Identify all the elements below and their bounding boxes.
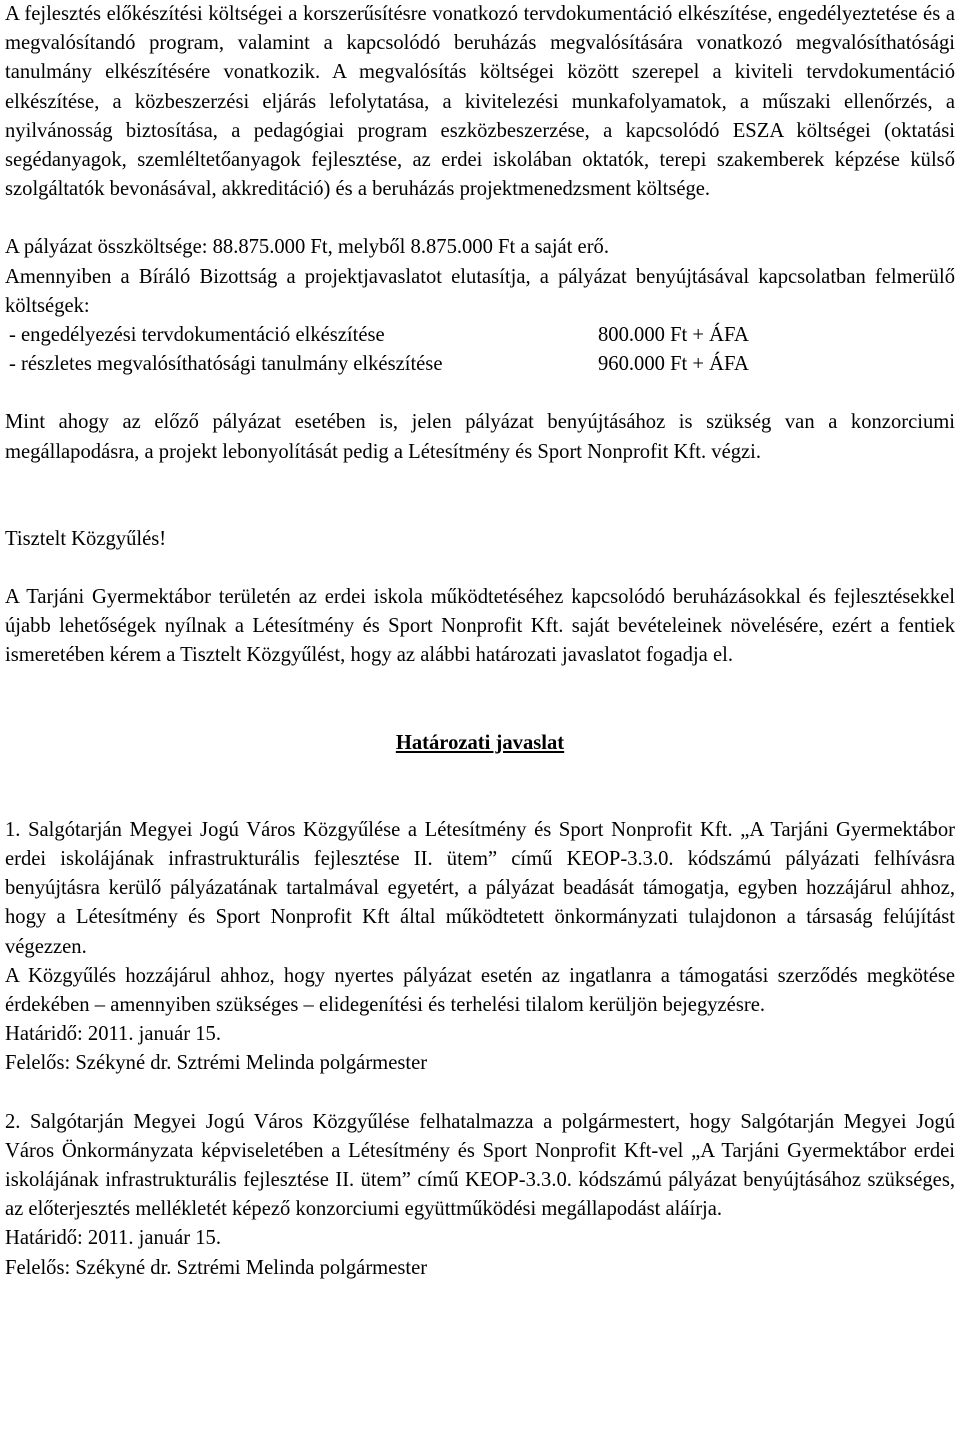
cost-item-label: - részletes megvalósíthatósági tanulmány elkészítése bbox=[9, 353, 443, 376]
cost-row-permit-plan bbox=[5, 321, 955, 350]
salutation: Tisztelt Közgyűlés! bbox=[5, 527, 167, 550]
total-cost-line: A pályázat összköltsége: 88.875.000 Ft, melyből 8.875.000 Ft a saját erő. bbox=[5, 236, 609, 259]
resolution-item-2-responsible: Felelős: Székyné dr. Sztrémi Melinda polgármester bbox=[5, 1256, 428, 1279]
spacer bbox=[5, 758, 955, 816]
resolution-item-2: 2. Salgótarján Megyei Jogú Város Közgyűlése felhatalmazza a polgármestert, hogy Salgótarján Megyei Jogú Város Önkormányzata képviseletében a Létesítmény és Sport Nonprofit Kft-vel „A Tarjáni Gyermektábor erdei iskolájának infrastrukturális fejlesztése II. ütem” című KEOP-3.3.0. kódszámú pályázat benyújtásához szükséges, az előterjesztés mellékletét képező konzorciumi együttműködési megállapodást aláírja. bbox=[5, 1110, 955, 1221]
resolution-item-1-deadline: Határidő: 2011. január 15. bbox=[5, 1023, 221, 1046]
spacer bbox=[5, 554, 955, 583]
cost-row-feasibility-study bbox=[5, 350, 955, 379]
resolution-heading: Határozati javaslat bbox=[395, 731, 565, 754]
spacer bbox=[5, 379, 955, 408]
intro-paragraph: A fejlesztés előkészítési költségei a korszerűsítésre vonatkozó tervdokumentáció elkészítése, engedélyeztetése és a megvalósítandó program, valamint a kapcsolódó beruházás megvalósítására vonatkozó megvalósíthatósági tanulmány elkészítésére vonatkozik. A megvalósítás költségei között szerepel a kiviteli tervdokumentáció elkészítése, a közbeszerzési eljárás lefolytatása, a kivitelezési munkafolyamatok, a műszaki ellenőrzés, a nyilvánosság biztosítása, a pedagógiai program eszközbeszerzése, a kapcsolódó ESZA költségei (oktatási segédanyagok, szemléltetőanyagok fejlesztése, az erdei iskolában oktatók, terepi szakemberek képzése külső szolgáltatók bevonásával, akkreditáció) és a beruházás projektmenedzsment költsége. bbox=[5, 3, 955, 201]
resolution-item-2-deadline: Határidő: 2011. január 15. bbox=[5, 1227, 221, 1250]
consortium-paragraph: Mint ahogy az előző pályázat esetében is, jelen pályázat benyújtásához is szükség van a konzorciumi megállapodásra, a projekt lebonyolítását pedig a Létesítmény és Sport Nonprofit Kft. végzi. bbox=[5, 411, 955, 463]
spacer bbox=[5, 204, 955, 233]
request-paragraph: A Tarjáni Gyermektábor területén az erdei iskola működtetéséhez kapcsolódó beruházásokkal és fejlesztésekkel újabb lehetőségek nyílnak a Létesítmény és Sport Nonprofit Kft. saját bevételeinek növelésére, ezért a fentiek ismeretében kérem a Tisztelt Közgyűlést, hogy az alábbi határozati javaslatot fogadja el. bbox=[5, 586, 955, 667]
cost-item-amount: 800.000 Ft + ÁFA bbox=[598, 324, 749, 347]
spacer bbox=[5, 467, 955, 525]
resolution-item-1-encumbrance: A Közgyűlés hozzájárul ahhoz, hogy nyertes pályázat esetén az ingatlanra a támogatási szerződés megkötése érdekében – amennyiben szükséges – elidegenítési és terhelési tilalom kerüljön bejegyzésre. bbox=[5, 964, 955, 1017]
cost-item-label: - engedélyezési tervdokumentáció elkészítése bbox=[9, 324, 385, 347]
spacer bbox=[5, 671, 955, 729]
spacer bbox=[5, 1079, 955, 1108]
resolution-item-1: 1. Salgótarján Megyei Jogú Város Közgyűlése a Létesítmény és Sport Nonprofit Kft. „A Tarjáni Gyermektábor erdei iskolájának infrastrukturális fejlesztése II. ütem” című KEOP-3.3.0. kódszámú pályázati felhívásra benyújtásra kerülő pályázatának tartalmával egyetért, a pályázat beadását támogatja, egyben hozzájárul ahhoz, hogy a Létesítmény és Sport Nonprofit Kft által működtetett önkormányzati tulajdonon a társaság felújítást végezzen. bbox=[5, 818, 955, 958]
document-page bbox=[5, 0, 955, 1283]
resolution-item-1-responsible: Felelős: Székyné dr. Sztrémi Melinda polgármester bbox=[5, 1052, 428, 1075]
cost-item-amount: 960.000 Ft + ÁFA bbox=[598, 353, 749, 376]
rejection-paragraph: Amennyiben a Bíráló Bizottság a projektjavaslatot elutasítja, a pályázat benyújtásával kapcsolatban felmerülő költségek: bbox=[5, 265, 955, 317]
